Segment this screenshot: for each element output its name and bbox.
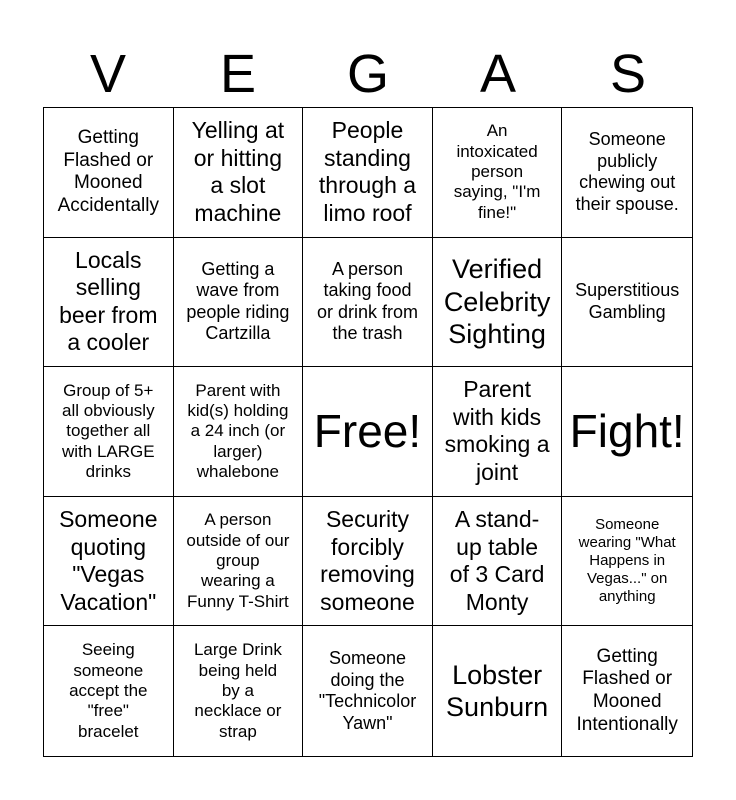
bingo-cell[interactable]: Locals selling beer from a cooler [44, 238, 174, 368]
bingo-cell[interactable]: A stand- up table of 3 Card Monty [433, 497, 563, 627]
free-space-cell[interactable]: Free! [303, 367, 433, 497]
bingo-cell[interactable]: People standing through a limo roof [303, 108, 433, 238]
bingo-cell[interactable]: Someone publicly chewing out their spouse. [562, 108, 692, 238]
bingo-cell[interactable]: Security forcibly removing someone [303, 497, 433, 627]
bingo-cell[interactable]: Fight! [562, 367, 692, 497]
bingo-cell[interactable]: Getting Flashed or Mooned Accidentally [44, 108, 174, 238]
bingo-cell[interactable]: Parent with kid(s) holding a 24 inch (or larger) whalebone [174, 367, 304, 497]
bingo-cell[interactable]: A person taking food or drink from the trash [303, 238, 433, 368]
header-letter: V [89, 44, 127, 104]
bingo-cell[interactable]: Someone quoting "Vegas Vacation" [44, 497, 174, 627]
header-letter: S [609, 44, 647, 104]
bingo-cell[interactable]: Getting a wave from people riding Cartzilla [174, 238, 304, 368]
bingo-cell[interactable]: Someone doing the "Technicolor Yawn" [303, 626, 433, 756]
bingo-cell[interactable]: Yelling at or hitting a slot machine [174, 108, 304, 238]
bingo-board [43, 107, 693, 757]
bingo-cell[interactable]: Group of 5+ all obviously together all with LARGE drinks [44, 367, 174, 497]
bingo-cell[interactable]: Lobster Sunburn [433, 626, 563, 756]
bingo-cell[interactable]: An intoxicated person saying, "I'm fine!" [433, 108, 563, 238]
header-letter: A [479, 44, 517, 104]
bingo-cell[interactable]: Large Drink being held by a necklace or strap [174, 626, 304, 756]
bingo-header [43, 40, 693, 108]
header-letter: E [219, 44, 257, 104]
header-letter: G [346, 44, 389, 104]
bingo-cell[interactable]: A person outside of our group wearing a Funny T-Shirt [174, 497, 304, 627]
bingo-cell[interactable]: Seeing someone accept the "free" bracelet [44, 626, 174, 756]
bingo-cell[interactable]: Getting Flashed or Mooned Intentionally [576, 645, 678, 735]
bingo-cell[interactable]: Verified Celebrity Sighting [433, 238, 563, 368]
bingo-cell[interactable]: Someone wearing "What Happens in Vegas..." on anything [562, 497, 692, 627]
bingo-cell[interactable]: Parent with kids smoking a joint [433, 367, 563, 497]
bingo-cell[interactable]: Superstitious Gambling [562, 238, 692, 368]
